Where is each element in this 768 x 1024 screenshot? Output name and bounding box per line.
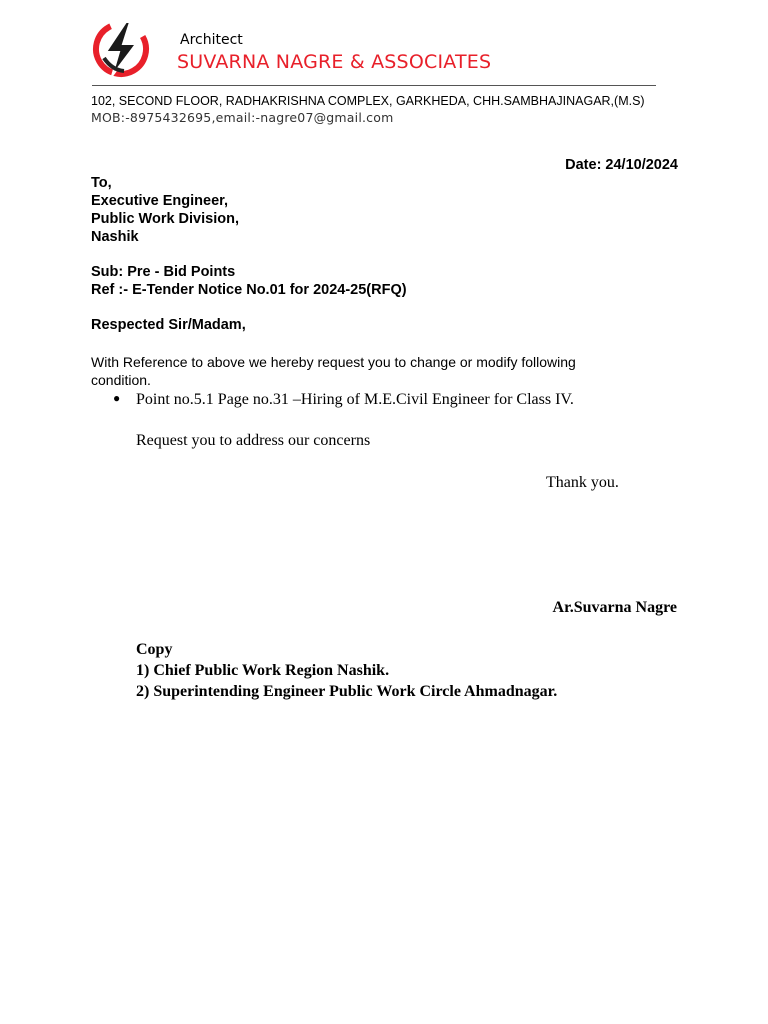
letter-date: Date: 24/10/2024 bbox=[565, 157, 678, 173]
signature-name: Ar.Suvarna Nagre bbox=[552, 599, 677, 616]
letterhead-divider bbox=[92, 85, 656, 86]
reference-line: Ref :- E-Tender Notice No.01 for 2024-25(RFQ) bbox=[91, 282, 407, 298]
lightning-logo-icon bbox=[92, 18, 150, 80]
bullet-icon: ● bbox=[113, 391, 121, 405]
recipient-to: To, bbox=[91, 175, 112, 191]
request-line: Request you to address our concerns bbox=[136, 432, 371, 449]
salutation: Respected Sir/Madam, bbox=[91, 317, 246, 333]
body-line-2: condition. bbox=[91, 372, 151, 388]
recipient-line-3: Nashik bbox=[91, 229, 139, 245]
thank-you: Thank you. bbox=[546, 474, 619, 491]
recipient-line-1: Executive Engineer, bbox=[91, 193, 229, 209]
copy-item-2: 2) Superintending Engineer Public Work Circle Ahmadnagar. bbox=[136, 683, 558, 700]
bullet-point-text: Point no.5.1 Page no.31 –Hiring of M.E.Civil Engineer for Class IV. bbox=[136, 391, 574, 408]
architect-label: Architect bbox=[180, 32, 243, 48]
subject-line: Sub: Pre - Bid Points bbox=[91, 264, 236, 280]
firm-name: SUVARNA NAGRE & ASSOCIATES bbox=[177, 51, 492, 73]
recipient-line-2: Public Work Division, bbox=[91, 211, 239, 227]
copy-heading: Copy bbox=[136, 641, 173, 658]
body-line-1: With Reference to above we hereby request you to change or modify following bbox=[91, 354, 576, 370]
copy-item-1: 1) Chief Public Work Region Nashik. bbox=[136, 662, 390, 679]
firm-address: 102, SECOND FLOOR, RADHAKRISHNA COMPLEX, GARKHEDA, CHH.SAMBHAJINAGAR,(M.S) bbox=[91, 94, 645, 108]
firm-contact: MOB:-8975432695,email:-nagre07@gmail.com bbox=[91, 110, 394, 125]
